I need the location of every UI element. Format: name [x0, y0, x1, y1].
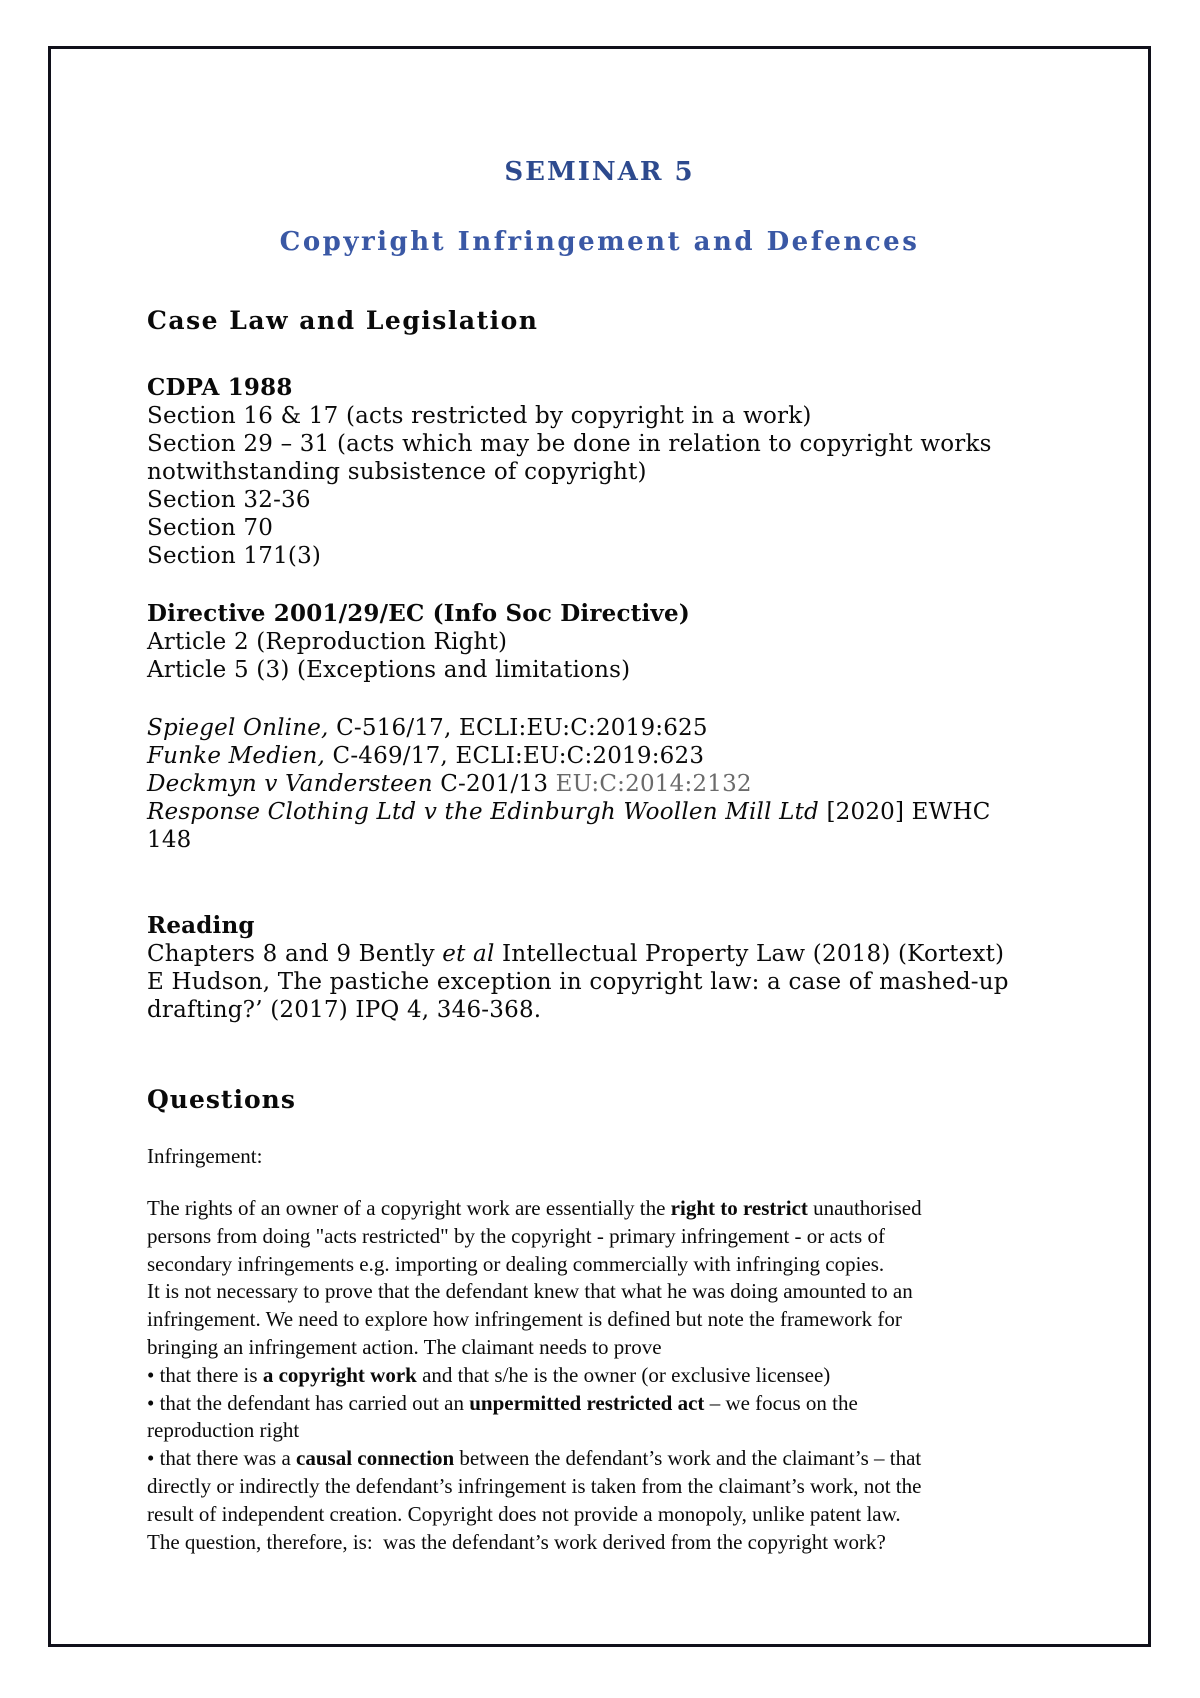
document-page — [48, 46, 1151, 1647]
paragraph-text: • that there is — [147, 1362, 263, 1387]
reading-text: Intellectual Property Law (2018) (Kortext) — [494, 941, 1005, 967]
case-name: Response Clothing Ltd v the Edinburgh Woollen Mill Ltd — [147, 799, 819, 825]
paragraph-line: reproduction right — [147, 1418, 300, 1443]
paragraph-text: unauthorised — [807, 1196, 922, 1220]
questions-heading: Questions — [147, 1085, 296, 1114]
directive-heading: Directive 2001/29/EC (Info Soc Directive) — [147, 600, 690, 627]
case-cite: C-469/17, ECLI:EU:C:2019:623 — [325, 743, 705, 769]
cdpa-block — [147, 374, 1108, 570]
paragraph-line — [147, 1195, 1108, 1223]
case-citation — [147, 714, 1108, 742]
case-citations-block — [147, 714, 1108, 854]
reading-text-italic: et al — [442, 941, 495, 967]
paragraph-line: bringing an infringement action. The claimant needs to prove — [147, 1334, 662, 1359]
cdpa-line: Section 70 — [147, 515, 274, 541]
paragraph-text-bold: unpermitted restricted act — [469, 1390, 705, 1415]
case-citation — [147, 770, 1108, 798]
paragraph-text-bold: right to restrict — [670, 1196, 808, 1220]
paragraph-text: between the defendant’s work and the claimant’s – that — [454, 1446, 922, 1471]
reading-line: E Hudson, The pastiche exception in copyright law: a case of mashed-up — [147, 969, 1009, 995]
paragraph-line: persons from doing "acts restricted" by the copyright - primary infringement - or acts of — [147, 1223, 885, 1248]
cdpa-line: notwithstanding subsistence of copyright) — [147, 459, 647, 485]
paragraph-text: • that there was a — [147, 1446, 297, 1471]
reading-text: Chapters 8 and 9 Bently — [147, 941, 443, 967]
paragraph-text: – we focus on the — [704, 1390, 858, 1415]
document-title: SEMINAR 5 — [504, 157, 695, 187]
paragraph-text-bold: a copyright work — [262, 1362, 417, 1387]
case-citation — [147, 798, 1108, 826]
infringement-label: Infringement: — [147, 1144, 263, 1168]
reading-line: drafting?’ (2017) IPQ 4, 346-368. — [147, 997, 542, 1023]
paragraph-line: The question, therefore, is: was the defendant’s work derived from the copyright work? — [147, 1529, 886, 1554]
case-cite: [2020] EWHC — [818, 799, 991, 825]
case-name: Funke Medien, — [147, 743, 326, 769]
directive-block — [147, 600, 1108, 684]
paragraph-line bullet-line — [147, 1445, 1108, 1473]
cdpa-heading: CDPA 1988 — [147, 374, 293, 401]
cdpa-line: Section 16 & 17 (acts restricted by copyright in a work) — [147, 403, 812, 429]
infringement-paragraph — [147, 1195, 1108, 1556]
cdpa-line: Section 29 – 31 (acts which may be done in relation to copyright works — [147, 431, 992, 457]
reading-block — [147, 912, 1108, 1024]
paragraph-line: infringement. We need to explore how infringement is defined but note the framework for — [147, 1307, 902, 1332]
case-name: Deckmyn v Vandersteen — [147, 771, 433, 797]
case-citation-wrap: 148 — [147, 827, 192, 853]
paragraph-line: result of independent creation. Copyright does not provide a monopoly, unlike patent law. — [147, 1501, 901, 1526]
document-body — [51, 305, 1148, 1556]
case-cite: C-201/13 — [432, 771, 556, 797]
case-cite-ecli: EU:C:2014:2132 — [555, 771, 752, 797]
paragraph-line bullet-line — [147, 1362, 1108, 1390]
directive-line: Article 2 (Reproduction Right) — [147, 629, 508, 655]
case-cite: C-516/17, ECLI:EU:C:2019:625 — [328, 715, 708, 741]
paragraph-line: directly or indirectly the defendant’s infringement is taken from the claimant’s work, not the — [147, 1473, 922, 1498]
paragraph-text-bold: causal connection — [296, 1446, 455, 1471]
paragraph-line: It is not necessary to prove that the defendant knew that what he was doing amounted to an — [147, 1279, 913, 1304]
case-citation — [147, 742, 1108, 770]
reading-heading: Reading — [147, 912, 255, 939]
paragraph-line: secondary infringements e.g. importing or dealing commercially with infringing copies. — [147, 1251, 885, 1276]
cdpa-line: Section 32-36 — [147, 487, 311, 513]
directive-line: Article 5 (3) (Exceptions and limitations) — [147, 657, 631, 683]
paragraph-line bullet-line — [147, 1390, 1108, 1418]
cdpa-line: Section 171(3) — [147, 543, 322, 569]
case-name: Spiegel Online, — [147, 715, 329, 741]
paragraph-text: The rights of an owner of a copyright work are essentially the — [147, 1196, 671, 1220]
section-heading-case-law: Case Law and Legislation — [147, 306, 539, 335]
paragraph-text: and that s/he is the owner (or exclusive licensee) — [416, 1362, 831, 1387]
document-subtitle: Copyright Infringement and Defences — [279, 227, 920, 257]
reading-line — [147, 940, 1108, 968]
paragraph-text: • that the defendant has carried out an — [147, 1390, 470, 1415]
